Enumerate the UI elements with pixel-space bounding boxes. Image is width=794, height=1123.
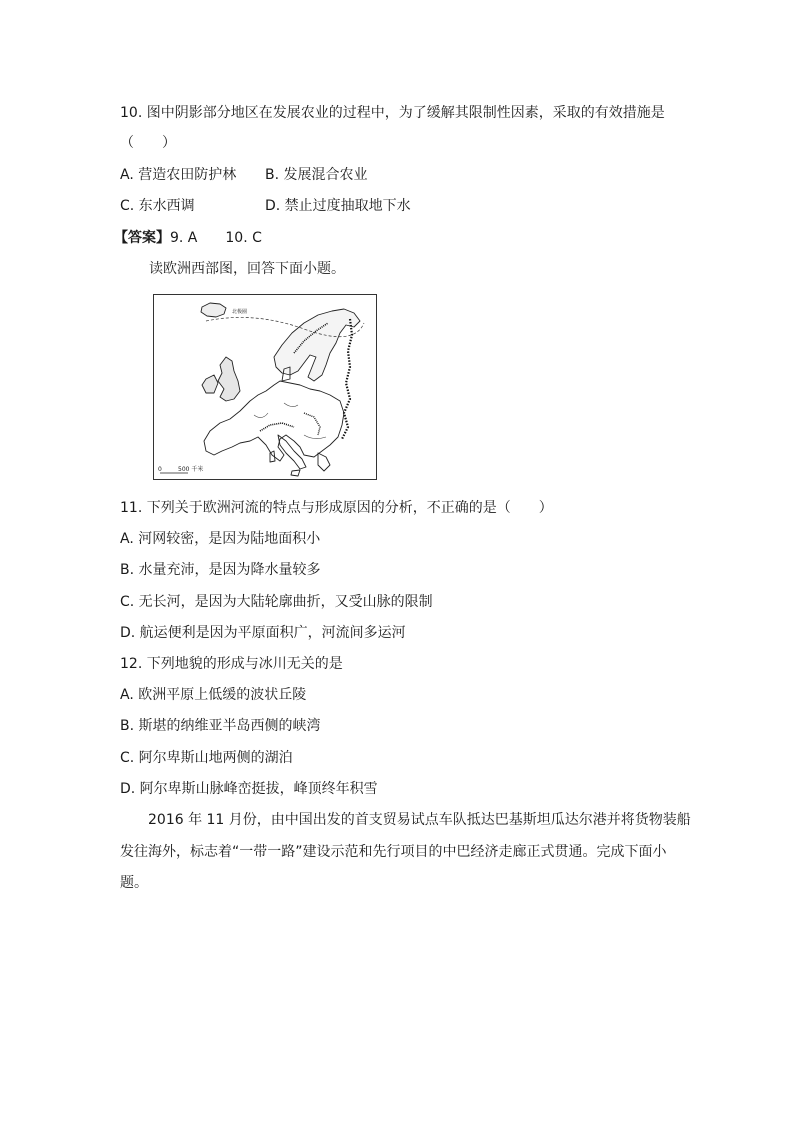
scandinavia-outline bbox=[274, 309, 360, 381]
answer-text: 9. A 10. C bbox=[170, 230, 262, 246]
answer-line bbox=[114, 228, 262, 248]
ireland-outline bbox=[202, 375, 218, 393]
europe-map bbox=[153, 294, 377, 480]
europe-map-svg bbox=[154, 295, 376, 479]
carpathians-ridge bbox=[304, 413, 320, 435]
q10-option-b: B. 发展混合农业 bbox=[265, 167, 368, 183]
q12-stem: 12. 下列地貌的形成与冰川无关的是 bbox=[120, 656, 343, 672]
q11-option-c: C. 无长河，是因为大陆轮廓曲折，又受山脉的限制 bbox=[120, 594, 433, 610]
sicily-outline bbox=[291, 470, 300, 476]
q10-option-a: A. 营造农田防护林 bbox=[120, 167, 237, 183]
sardinia-outline bbox=[270, 451, 275, 462]
passage-line-3: 题。 bbox=[120, 875, 148, 891]
q11-option-b: B. 水量充沛，是因为降水量较多 bbox=[120, 562, 321, 578]
britain-outline bbox=[218, 357, 240, 401]
q12-option-d: D. 阿尔卑斯山脉峰峦挺拔，峰顶终年积雪 bbox=[120, 781, 378, 797]
q12-option-b: B. 斯堪的纳维亚半岛西侧的峡湾 bbox=[120, 718, 321, 734]
arctic-circle-label: 北极圈 bbox=[232, 309, 248, 315]
alps-ridge bbox=[260, 423, 294, 431]
passage-line-2: 发往海外，标志着“一带一路”建设示范和先行项目的中巴经济走廊正式贯通。完成下面小 bbox=[120, 844, 667, 860]
river-2 bbox=[284, 403, 298, 407]
balkans-outline bbox=[318, 453, 330, 471]
q11-option-d: D. 航运便利是因为平原面积广，河流间多运河 bbox=[120, 625, 406, 641]
river-3 bbox=[304, 435, 326, 439]
q10-option-d: D. 禁止过度抽取地下水 bbox=[265, 198, 411, 214]
eastern-border bbox=[342, 319, 352, 439]
q12-option-a: A. 欧洲平原上低缓的波状丘陵 bbox=[120, 687, 307, 703]
q10-stem: 10. 图中阴影部分地区在发展农业的过程中，为了缓解其限制性因素，采取的有效措施是 bbox=[120, 105, 665, 121]
answer-tag: 【答案】 bbox=[114, 230, 170, 246]
river-1 bbox=[254, 413, 268, 418]
q10-paren: （ ） bbox=[120, 135, 176, 151]
iceland-outline bbox=[201, 303, 226, 317]
scale-zero: 0 bbox=[158, 466, 162, 473]
q11-stem: 11. 下列关于欧洲河流的特点与形成原因的分析，不正确的是（ ） bbox=[120, 500, 553, 516]
scale-label: 500 千米 bbox=[178, 466, 204, 473]
passage-line-1: 2016 年 11 月份，由中国出发的首支贸易试点车队抵达巴基斯坦瓜达尔港并将货物装船 bbox=[148, 812, 691, 828]
map-intro: 读欧洲西部图，回答下面小题。 bbox=[149, 261, 345, 277]
q10-option-c: C. 东水西调 bbox=[120, 198, 195, 214]
q11-option-a: A. 河网较密，是因为陆地面积小 bbox=[120, 531, 321, 547]
q12-option-c: C. 阿尔卑斯山地两侧的湖泊 bbox=[120, 750, 293, 766]
